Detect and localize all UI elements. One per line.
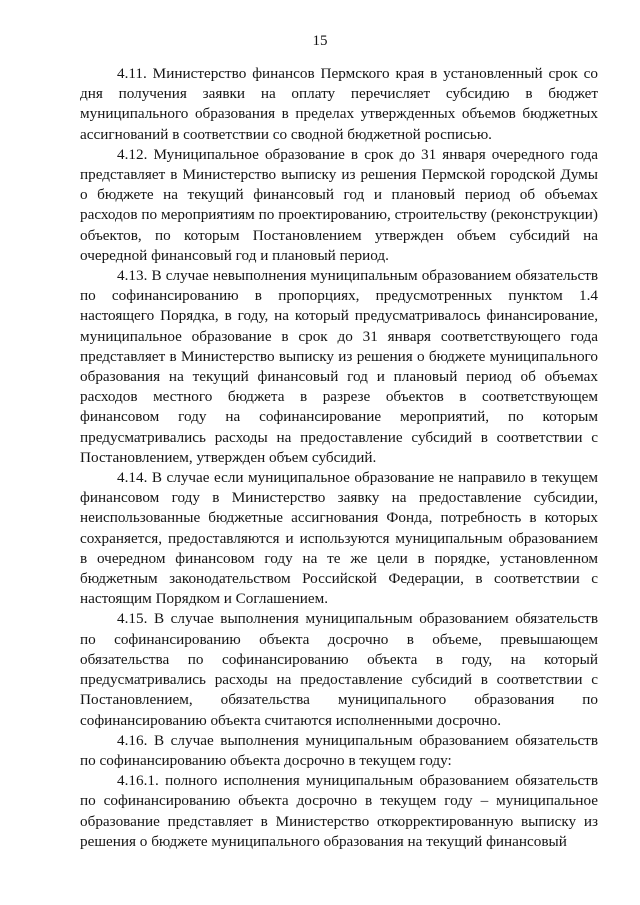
paragraph-4-15: 4.15. В случае выполнения муниципальным образованием обязательств по софинансированию объекта досрочно в объеме, превышающем обязательства по софинансированию объекта в году, на который предусматривались расходы на предоставление субсидий в соответствии с Постановлением, обязательства муниципального образования по софинансированию объекта считаются исполненными досрочно. bbox=[80, 610, 598, 729]
paragraph-4-11: 4.11. Министерство финансов Пермского края в установленный срок со дня получения заявки на оплату перечисляет субсидию в бюджет муниципального образования в пределах утвержденных объемов бюджетных ассигнований в соответствии со сводной бюджетной росписью. bbox=[80, 65, 598, 143]
paragraph-4-12: 4.12. Муниципальное образование в срок до 31 января очередного года представляет в Министерство выписку из решения Пермской городской Думы о бюджете на текущий финансовый год и плановый период об объемах расходов по мероприятиям по проектированию, строительству (реконструкции) объектов, по которым Постановлением утвержден объем субсидий на очередной финансовый год и плановый период. bbox=[80, 145, 598, 264]
document-body bbox=[80, 64, 598, 852]
paragraph-4-14: 4.14. В случае если муниципальное образование не направило в текущем финансовом году в Министерство заявку на предоставление субсидии, неиспользованные бюджетные ассигнования Фонда, потребность в которых сохраняется, предоставляются и используются муниципальным образованием в очередном финансовом году на те же цели в порядке, установленном бюджетным законодательством Российской Федерации, в соответствии с настоящим Порядком и Соглашением. bbox=[80, 469, 598, 608]
paragraph-4-16-1: 4.16.1. полного исполнения муниципальным образованием обязательств по софинансированию объекта досрочно в текущем году – муниципальное образование представляет в Министерство откорректированную выписку из решения о бюджете муниципального образования на текущий финансовый bbox=[80, 772, 598, 850]
page-number: 15 bbox=[312, 33, 328, 49]
paragraph-4-13: 4.13. В случае невыполнения муниципальным образованием обязательств по софинансированию в пропорциях, предусмотренных пунктом 1.4 настоящего Порядка, в году, на который предусматривалось финансирование, муниципальное образование в срок до 31 января соответствующего года представляет в Министерство выписку из решения о бюджете муниципального образования на текущий финансовый год и плановый период об объемах расходов местного бюджета в разрезе объектов в соответствующем финансовом году на софинансирование мероприятий, по которым предусматривались расходы на предоставление субсидий в соответствии с Постановлением, утвержден объем субсидий. bbox=[80, 267, 598, 466]
paragraph-4-16: 4.16. В случае выполнения муниципальным образованием обязательств по софинансированию объекта досрочно в текущем году: bbox=[80, 731, 598, 769]
